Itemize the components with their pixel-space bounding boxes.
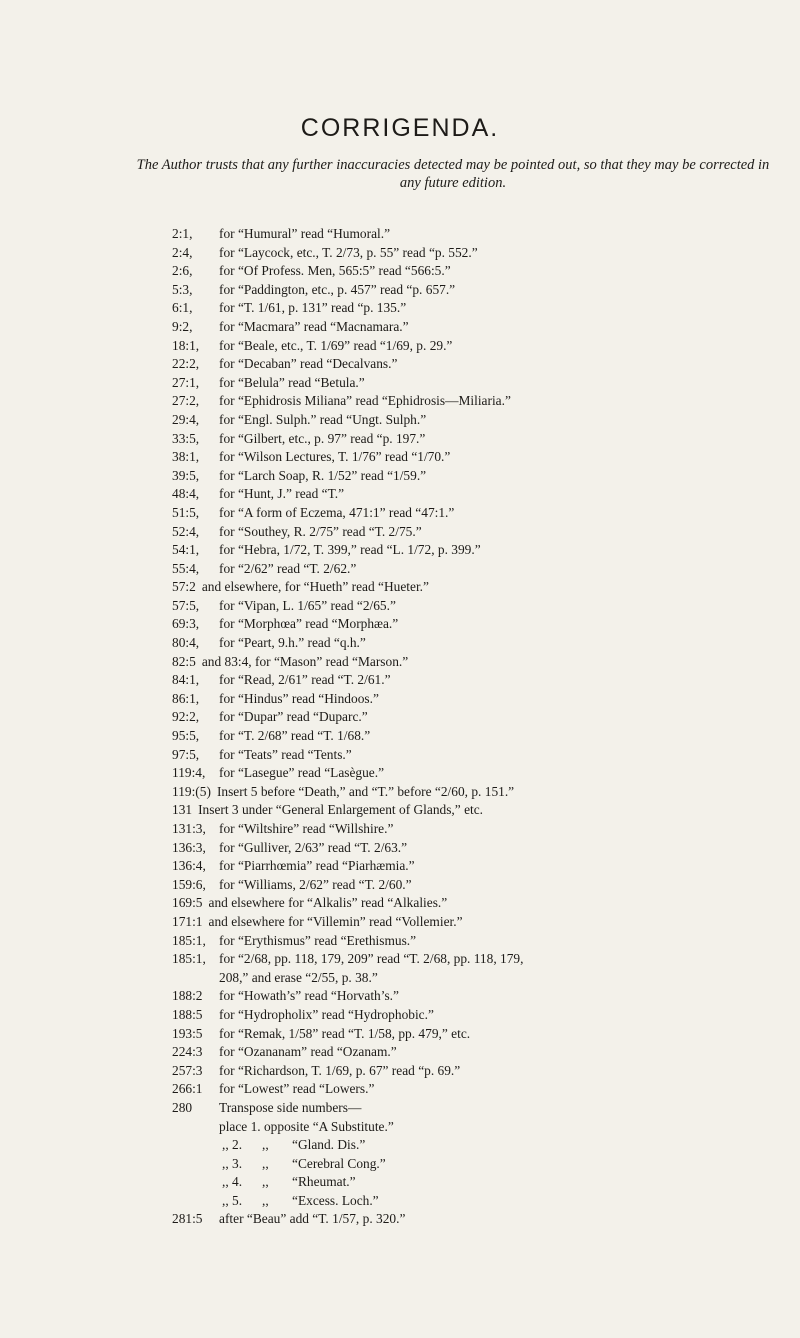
entry-text: for “Erythismus” read “Erethismus.” bbox=[219, 932, 417, 948]
entry-text: for “Wilson Lectures, T. 1/76” read “1/70.” bbox=[219, 449, 451, 465]
corrigendum-entry bbox=[172, 1210, 782, 1229]
corrigendum-entry bbox=[172, 281, 782, 300]
corrigendum-entry bbox=[172, 1099, 782, 1118]
entry-text: Insert 5 before “Death,” and “T.” before “2/60, p. 151.” bbox=[216, 783, 515, 799]
entry-reference: 136:4, bbox=[172, 858, 206, 874]
entry-reference: 38:1, bbox=[172, 449, 200, 465]
entry-text: 208,” and erase “2/55, p. 38.” bbox=[219, 969, 378, 985]
entry-text: for “Humural” read “Humoral.” bbox=[219, 226, 391, 241]
transpose-item bbox=[172, 1173, 782, 1192]
transpose-text: “Cerebral Cong.” bbox=[292, 1155, 386, 1171]
corrigendum-entry bbox=[172, 839, 782, 858]
corrigendum-entry bbox=[172, 801, 782, 820]
entry-reference: 5:3, bbox=[172, 281, 193, 297]
corrigenda-list bbox=[172, 225, 782, 1229]
corrigendum-entry bbox=[172, 653, 782, 672]
transpose-place-header: place 1. opposite “A Substitute.” bbox=[219, 1118, 394, 1134]
entry-reference: 39:5, bbox=[172, 467, 200, 483]
entry-reference: 82:5 bbox=[172, 653, 196, 669]
corrigendum-entry bbox=[172, 1043, 782, 1062]
entry-reference: 2:4, bbox=[172, 244, 193, 260]
transpose-item bbox=[172, 1192, 782, 1211]
ditto-mark: ,, bbox=[262, 1137, 269, 1153]
entry-text: and 83:4, for “Mason” read “Marson.” bbox=[201, 653, 409, 669]
entry-text: for “Hunt, J.” read “T.” bbox=[219, 486, 345, 502]
corrigendum-entry bbox=[172, 727, 782, 746]
entry-text: for “Beale, etc., T. 1/69” read “1/69, p. 29.” bbox=[219, 337, 453, 353]
entry-reference: 131 bbox=[172, 802, 193, 818]
corrigendum-entry bbox=[172, 913, 782, 932]
entry-reference: 69:3, bbox=[172, 616, 200, 632]
corrigendum-entry bbox=[172, 634, 782, 653]
corrigendum-entry bbox=[172, 764, 782, 783]
corrigendum-entry bbox=[172, 523, 782, 542]
corrigendum-entry bbox=[172, 1006, 782, 1025]
entry-text: for “Hebra, 1/72, T. 399,” read “L. 1/72, p. 399.” bbox=[219, 542, 481, 558]
corrigendum-entry bbox=[172, 1025, 782, 1044]
corrigendum-entry bbox=[172, 857, 782, 876]
entry-reference: 95:5, bbox=[172, 728, 200, 744]
entry-text: and elsewhere for “Villemin” read “Vollemier.” bbox=[208, 913, 463, 929]
entry-text: for “Gulliver, 2/63” read “T. 2/63.” bbox=[219, 839, 408, 855]
entry-reference: 280 bbox=[172, 1099, 193, 1115]
corrigendum-entry bbox=[172, 950, 782, 969]
entry-reference: 57:2 bbox=[172, 579, 196, 595]
entry-reference: 119:4, bbox=[172, 765, 206, 781]
entry-text: for “Larch Soap, R. 1/52” read “1/59.” bbox=[219, 467, 427, 483]
entry-text: Insert 3 under “General Enlargement of Glands,” etc. bbox=[198, 802, 484, 818]
corrigendum-entry bbox=[172, 746, 782, 765]
entry-text: for “Read, 2/61” read “T. 2/61.” bbox=[219, 672, 391, 688]
entry-text: for “Vipan, L. 1/65” read “2/65.” bbox=[219, 597, 396, 613]
transpose-item bbox=[172, 1155, 782, 1174]
entry-text: for “Richardson, T. 1/69, p. 67” read “p. 69.” bbox=[219, 1062, 461, 1078]
corrigendum-entry bbox=[172, 504, 782, 523]
entry-text: for “Lowest” read “Lowers.” bbox=[219, 1081, 375, 1097]
entry-text: for “Dupar” read “Duparc.” bbox=[219, 709, 368, 725]
corrigendum-entry bbox=[172, 987, 782, 1006]
corrigendum-entry bbox=[172, 430, 782, 449]
intro-note: The Author trusts that any further inaccuracies detected may be pointed out, so that they may be corrected in any future edition. bbox=[136, 157, 770, 191]
corrigendum-entry bbox=[172, 355, 782, 374]
entry-reference: 6:1, bbox=[172, 300, 193, 316]
entry-text: for “Southey, R. 2/75” read “T. 2/75.” bbox=[219, 523, 422, 539]
entry-text: for “Howath’s” read “Horvath’s.” bbox=[219, 988, 399, 1004]
entry-text: for “A form of Eczema, 471:1” read “47:1.” bbox=[219, 504, 455, 520]
entry-reference: 188:2 bbox=[172, 988, 203, 1004]
entry-reference: 2:1, bbox=[172, 226, 193, 241]
corrigendum-entry bbox=[172, 708, 782, 727]
entry-reference: 131:3, bbox=[172, 821, 206, 836]
entry-text: after “Beau” add “T. 1/57, p. 320.” bbox=[219, 1211, 406, 1227]
corrigendum-entry bbox=[172, 337, 782, 356]
entry-reference: 92:2, bbox=[172, 709, 200, 725]
corrigendum-entry bbox=[172, 299, 782, 318]
entry-reference: 136:3, bbox=[172, 839, 206, 855]
entry-text: for “T. 2/68” read “T. 1/68.” bbox=[219, 728, 371, 744]
entry-reference: 9:2, bbox=[172, 318, 193, 334]
entry-reference: 33:5, bbox=[172, 430, 200, 446]
entry-text: for “Ozananam” read “Ozanam.” bbox=[219, 1044, 397, 1060]
entry-reference: 281:5 bbox=[172, 1211, 203, 1227]
entry-text: for “Ephidrosis Miliana” read “Ephidrosis—Miliaria.” bbox=[219, 393, 511, 409]
entry-reference: 57:5, bbox=[172, 597, 200, 613]
corrigendum-entry bbox=[172, 244, 782, 263]
entry-reference: 185:1, bbox=[172, 951, 206, 967]
transpose-text: “Gland. Dis.” bbox=[292, 1137, 366, 1153]
entry-text: for “Laycock, etc., T. 2/73, p. 55” read “p. 552.” bbox=[219, 244, 478, 260]
corrigendum-entry bbox=[172, 783, 782, 802]
corrigendum-entry bbox=[172, 690, 782, 709]
corrigendum-entry bbox=[172, 969, 782, 988]
entry-reference: 86:1, bbox=[172, 690, 200, 706]
ditto-mark: ,, bbox=[262, 1174, 269, 1190]
entry-text: for “Hydropholix” read “Hydrophobic.” bbox=[219, 1006, 434, 1022]
corrigendum-entry bbox=[172, 820, 782, 839]
corrigendum-entry bbox=[172, 448, 782, 467]
corrigendum-entry bbox=[172, 578, 782, 597]
entry-text: for “Hindus” read “Hindoos.” bbox=[219, 690, 379, 706]
entry-reference: 119:(5) bbox=[172, 783, 211, 799]
entry-reference: 27:1, bbox=[172, 374, 200, 390]
entry-text: for “Macmara” read “Macnamara.” bbox=[219, 318, 409, 334]
entry-text: for “Remak, 1/58” read “T. 1/58, pp. 479,” etc. bbox=[219, 1025, 471, 1041]
corrigendum-entry bbox=[172, 560, 782, 579]
entry-reference: 84:1, bbox=[172, 672, 200, 688]
entry-text: for “Peart, 9.h.” read “q.h.” bbox=[219, 635, 366, 651]
corrigendum-entry bbox=[172, 485, 782, 504]
entry-text: for “2/68, pp. 118, 179, 209” read “T. 2/68, pp. 118, 179, bbox=[219, 951, 524, 967]
entry-reference: 159:6, bbox=[172, 876, 206, 892]
entry-reference: 193:5 bbox=[172, 1025, 203, 1041]
corrigendum-entry bbox=[172, 1062, 782, 1081]
entry-text: for “Teats” read “Tents.” bbox=[219, 746, 352, 762]
entry-reference: 80:4, bbox=[172, 635, 200, 651]
corrigendum-entry bbox=[172, 374, 782, 393]
entry-text: for “Paddington, etc., p. 457” read “p. 657.” bbox=[219, 281, 456, 297]
corrigendum-entry bbox=[172, 392, 782, 411]
entry-text: for “Morphœa” read “Morphæa.” bbox=[219, 616, 399, 632]
entry-text: for “Engl. Sulph.” read “Ungt. Sulph.” bbox=[219, 411, 427, 427]
entry-reference: 188:5 bbox=[172, 1006, 203, 1022]
entry-text: for “Wiltshire” read “Willshire.” bbox=[219, 821, 394, 836]
entry-reference: 51:5, bbox=[172, 504, 200, 520]
entry-reference: 97:5, bbox=[172, 746, 200, 762]
corrigendum-entry bbox=[172, 615, 782, 634]
entry-text: for “Gilbert, etc., p. 97” read “p. 197.” bbox=[219, 430, 426, 446]
page-title: CORRIGENDA. bbox=[300, 114, 500, 142]
transpose-text: “Rheumat.” bbox=[292, 1174, 356, 1190]
entry-reference: 48:4, bbox=[172, 486, 200, 502]
corrigendum-entry bbox=[172, 541, 782, 560]
entry-text: for “T. 1/61, p. 131” read “p. 135.” bbox=[219, 300, 407, 316]
entry-text: for “Lasegue” read “Lasègue.” bbox=[219, 765, 385, 781]
entry-reference: 257:3 bbox=[172, 1062, 203, 1078]
corrigendum-entry bbox=[172, 932, 782, 951]
entry-reference: 27:2, bbox=[172, 393, 200, 409]
transpose-number: ,, 2. bbox=[222, 1137, 243, 1153]
corrigendum-entry bbox=[172, 894, 782, 913]
corrigendum-entry bbox=[172, 467, 782, 486]
corrigendum-entry bbox=[172, 262, 782, 281]
entry-text: for “Williams, 2/62” read “T. 2/60.” bbox=[219, 876, 412, 892]
entry-reference: 224:3 bbox=[172, 1044, 203, 1060]
entry-reference: 171:1 bbox=[172, 913, 203, 929]
transpose-text: “Excess. Loch.” bbox=[292, 1192, 379, 1208]
entry-text: for “Of Profess. Men, 565:5” read “566:5.” bbox=[219, 263, 451, 279]
transpose-number: ,, 5. bbox=[222, 1192, 243, 1208]
entry-reference: 52:4, bbox=[172, 523, 200, 539]
corrigendum-entry bbox=[172, 597, 782, 616]
entry-reference: 2:6, bbox=[172, 263, 193, 279]
entry-text: and elsewhere, for “Hueth” read “Hueter.” bbox=[201, 579, 429, 595]
transpose-number: ,, 4. bbox=[222, 1174, 243, 1190]
entry-text: and elsewhere for “Alkalis” read “Alkalies.” bbox=[208, 895, 448, 911]
corrigendum-entry bbox=[172, 1080, 782, 1099]
entry-reference: 55:4, bbox=[172, 560, 200, 576]
transpose-number: ,, 3. bbox=[222, 1155, 243, 1171]
entry-reference: 185:1, bbox=[172, 932, 206, 948]
entry-text: Transpose side numbers— bbox=[219, 1099, 362, 1115]
entry-reference: 29:4, bbox=[172, 411, 200, 427]
corrigendum-entry bbox=[172, 671, 782, 690]
entry-reference: 18:1, bbox=[172, 337, 200, 353]
entry-reference: 266:1 bbox=[172, 1081, 203, 1097]
entry-reference: 169:5 bbox=[172, 895, 203, 911]
entry-text: for “Piarrhœmia” read “Piarhæmia.” bbox=[219, 858, 415, 874]
ditto-mark: ,, bbox=[262, 1155, 269, 1171]
corrigendum-entry bbox=[172, 411, 782, 430]
entry-reference: 54:1, bbox=[172, 542, 200, 558]
entry-text: for “Belula” read “Betula.” bbox=[219, 374, 365, 390]
corrigendum-entry bbox=[172, 225, 782, 244]
entry-text: for “Decaban” read “Decalvans.” bbox=[219, 356, 398, 372]
corrigendum-entry bbox=[172, 318, 782, 337]
entry-reference: 22:2, bbox=[172, 356, 200, 372]
ditto-mark: ,, bbox=[262, 1192, 269, 1208]
corrigendum-entry bbox=[172, 876, 782, 895]
transpose-item bbox=[172, 1136, 782, 1155]
entry-text: for “2/62” read “T. 2/62.” bbox=[219, 560, 357, 576]
